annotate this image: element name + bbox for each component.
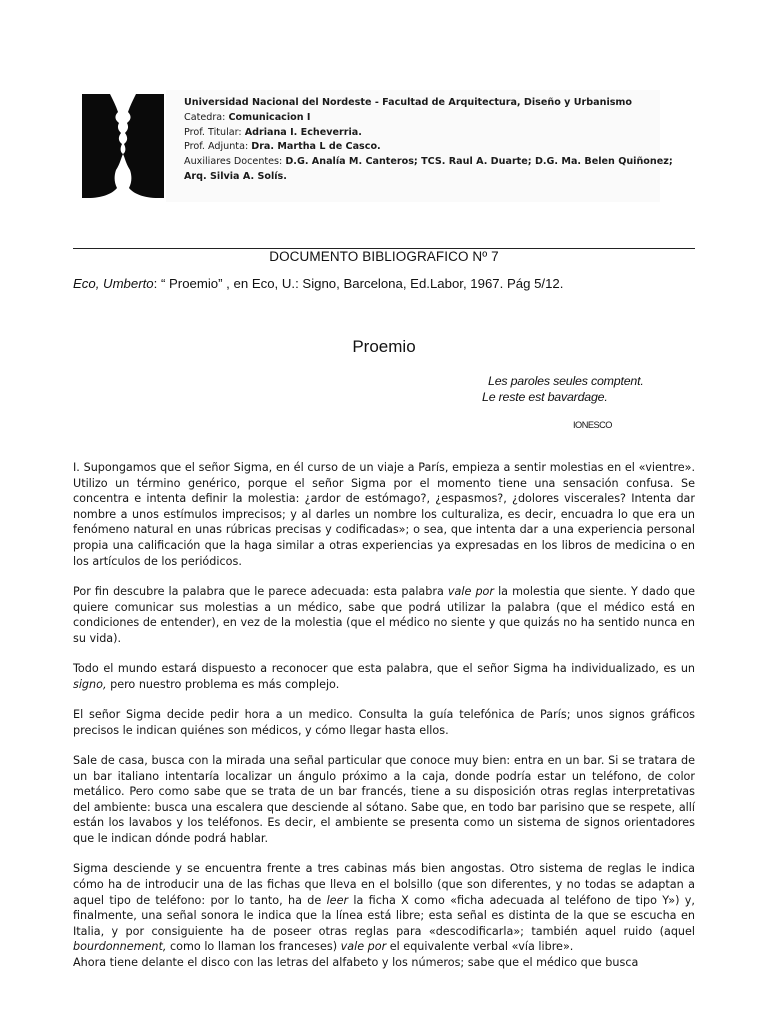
adjunta-line: Prof. Adjunta: Dra. Martha L de Casco.: [184, 141, 381, 153]
paragraph: Todo el mundo estará dispuesto a reconocer que esta palabra, que el señor Sigma ha individualizado, es un signo, pero nuestro problema es más complejo.: [73, 662, 695, 691]
titular-line: Prof. Titular: Adriana I. Echeverria.: [184, 126, 362, 138]
paragraph: Sigma desciende y se encuentra frente a tres cabinas más bien angostas. Otro sistema de reglas le indica cómo ha de introducir una de las fichas que lleva en el bolsillo (que son diferentes, y no todas se adaptan a aquel tipo de teléfono: por lo tanto, ha de leer la ficha X como «ficha adecuada al teléfono de tipo Y») y, finalmente, una señal sonora le indica que la línea está libre; esta señal es distinta de la que se escucha en Italia, y por consiguiente ha de poseer otras reglas para «descodificarla»; también aquel ruido (aquel bourdonnement, como lo llaman los franceses) vale por el equivalente verbal «vía libre».: [73, 862, 695, 954]
course-info: [166, 90, 673, 202]
university-line: Universidad Nacional del Nordeste - Facultad de Arquitectura, Diseño y Urbanismo: [184, 97, 633, 108]
citation-author: Eco, Umberto: [73, 276, 154, 291]
paragraph: Ahora tiene delante el disco con las letras del alfabeto y los números; sabe que el médico que busca: [73, 956, 639, 970]
epigraph-line-2: Le reste est bavardage.: [482, 389, 608, 404]
catedra-line: Catedra: Comunicacion I: [184, 111, 311, 123]
body-text: [73, 460, 695, 971]
course-header: [80, 90, 673, 202]
citation: [73, 276, 713, 291]
auxiliares-line-2: Arq. Silvia A. Solís.: [184, 170, 287, 182]
auxiliares-line: Auxiliares Docentes: D.G. Analía M. Canteros; TCS. Raul A. Duarte; D.G. Ma. Belen Quiñonez;: [184, 156, 673, 168]
paragraph: I. Supongamos que el señor Sigma, en él curso de un viaje a París, empieza a sentir molestias en el «vientre». Utilizo un término genérico, porque el señor Sigma por el momento tiene una sensación confusa. Se concentra e intenta definir la molestia: ¿ardor de estómago?, ¿espasmos?, ¿dolores viscerales? Intenta dar nombre a unos estímulos imprecisos; y al darles un nombre los culturaliza, es decir, encuadra lo que era un fenómeno natural en unas rúbricas precisas y codificadas»; o sea, que intenta dar a una experiencia personal propia una calificación que la haga similar a otras experiencias ya expresadas en los libros de medicina o en los artículos de los periódicos.: [73, 461, 695, 568]
document-title: DOCUMENTO BIBLIOGRAFICO Nº 7: [269, 249, 499, 264]
chapter-heading: Proemio: [352, 337, 416, 356]
paragraph: Por fin descubre la palabra que le parece adecuada: esta palabra vale por la molestia que siente. Y dado que quiere comunicar sus molestias a un médico, sabe que podrá utilizar la palabra (que el médico está en condiciones de entender), en vez de la molestia (que el médico no siente y que quizás no ha sentido nunca en su vida).: [73, 584, 695, 645]
citation-details: : “ Proemio” , en Eco, U.: Signo, Barcelona, Ed.Labor, 1967. Pág 5/12.: [153, 276, 564, 291]
paragraph: Sale de casa, busca con la mirada una señal particular que conoce muy bien: entra en un bar. Si se tratara de un bar italiano intentaría localizar un ángulo próximo a la caja, donde podría estar un teléfono, de color metálico. Pero como sabe que se trata de un bar francés, tiene a su disposición otras reglas interpretativas del ambiente: busca una escalera que desciende al sótano. Sabe que, en todo bar parisino que se respete, allí están los lavabos y los teléfonos. Es decir, el ambiente se presenta como un sistema de signos orientadores que le indican dónde podrá hablar.: [73, 754, 695, 846]
epigraph-line-1: Les paroles seules comptent.: [488, 374, 644, 388]
faces-vase-logo: [80, 90, 166, 202]
epigraph: [482, 374, 644, 405]
paragraph: El señor Sigma decide pedir hora a un medico. Consulta la guía telefónica de París; unos signos gráficos precisos le indican quiénes son médicos, y cómo llegar hasta ellos.: [73, 708, 695, 737]
epigraph-attribution: IONESCO: [573, 420, 612, 430]
